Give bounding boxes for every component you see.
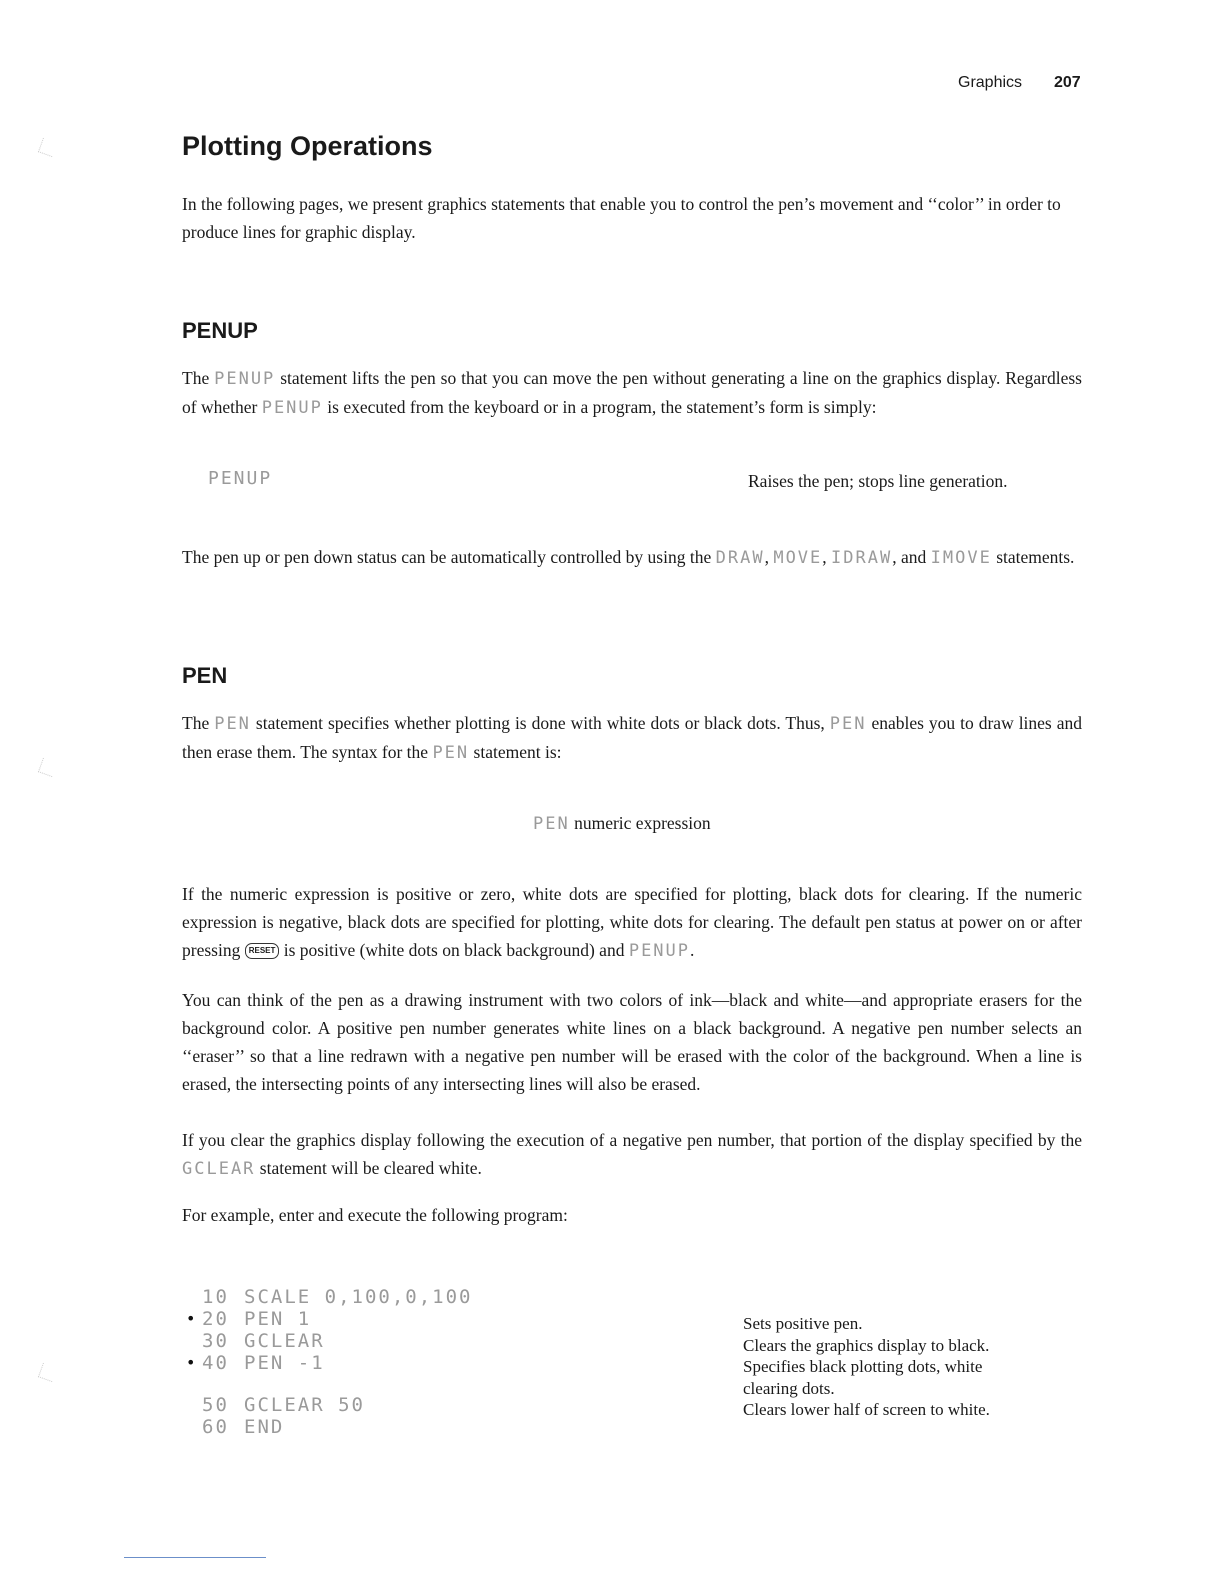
penup-heading: PENUP bbox=[182, 318, 258, 343]
program-line: 10 SCALE 0,100,0,100 bbox=[202, 1286, 473, 1308]
keyword-imove: IMOVE bbox=[930, 548, 992, 568]
bullet-icon: • bbox=[186, 1353, 198, 1372]
pen-syntax: PEN numeric expression bbox=[533, 813, 711, 834]
keyword-penup: PENUP bbox=[628, 941, 691, 961]
margin-mark bbox=[38, 758, 57, 777]
pen-heading: PEN bbox=[182, 663, 228, 688]
comment-line: clearing dots. bbox=[743, 1378, 835, 1398]
intro-paragraph: In the following pages, we present graphics statements that enable you to control the pen’s movement and ‘‘color’’ in order to produce lines for graphic display. bbox=[182, 194, 1061, 242]
program-line: 50 GCLEAR 50 bbox=[202, 1394, 365, 1416]
keyword-gclear: GCLEAR bbox=[182, 1159, 256, 1179]
keyword-pen: PEN bbox=[533, 814, 570, 834]
comment-line: Clears lower half of screen to white. bbox=[743, 1400, 990, 1419]
program-line: 60 END bbox=[202, 1416, 285, 1438]
bullet-icon: • bbox=[186, 1309, 198, 1328]
pen-paragraph-3: You can think of the pen as a drawing instrument with two colors of ink—black and white—and appropriate erasers for the background color. A positive pen number generates white lines on a black background. A negative pen number selects an ‘‘eraser’’ so that a line redrawn with a negative pen number will be erased with the color of the background. When a line is erased, the intersecting points of any intersecting lines will also be erased. bbox=[182, 990, 1082, 1094]
program-line: 30 GCLEAR bbox=[202, 1330, 325, 1352]
penup-paragraph-2: The pen up or pen down status can be automatically controlled by using the DRAW, MOVE, IDRAW, and IMOVE statements. bbox=[182, 547, 1075, 568]
program-comments bbox=[743, 1313, 1043, 1421]
penup-paragraph-1: The PENUP statement lifts the pen so that you can move the pen without generating a line on the graphics display. Regardless of whether PENUP is executed from the keyboard or in a program, the statement’s form is simply: bbox=[182, 368, 1082, 418]
page-title: Plotting Operations bbox=[182, 131, 433, 161]
program-line: • 40 PEN -1 bbox=[186, 1352, 325, 1374]
comment-line: Specifies black plotting dots, white bbox=[743, 1357, 983, 1376]
pen-paragraph-1: The PEN statement specifies whether plotting is done with white dots or black dots. Thus, PEN enables you to draw lines and then erase them. The syntax for the PEN statement is: bbox=[182, 713, 1082, 763]
program-listing bbox=[182, 1286, 472, 1438]
program-line: • 20 PEN 1 bbox=[186, 1308, 312, 1330]
keyword-draw: DRAW bbox=[715, 548, 765, 568]
keyword-move: MOVE bbox=[773, 548, 823, 568]
reset-key-icon: RESET bbox=[245, 943, 280, 959]
pen-paragraph-4: If you clear the graphics display following the execution of a negative pen number, that portion of the display specified by the GCLEAR statement will be cleared white. bbox=[182, 1130, 1082, 1179]
keyword-idraw: IDRAW bbox=[831, 548, 893, 568]
keyword-pen: PEN bbox=[432, 743, 470, 763]
page-number: 207 bbox=[1054, 74, 1081, 91]
pen-paragraph-5: For example, enter and execute the following program: bbox=[182, 1205, 568, 1225]
penup-syntax: PENUP bbox=[208, 468, 273, 489]
keyword-pen: PEN bbox=[214, 714, 251, 734]
keyword-pen: PEN bbox=[829, 714, 867, 734]
running-header-section: Graphics bbox=[958, 74, 1023, 91]
comment-line: Clears the graphics display to black. bbox=[743, 1335, 990, 1355]
comment-line: Sets positive pen. bbox=[743, 1314, 863, 1333]
penup-syntax-description: Raises the pen; stops line generation. bbox=[748, 471, 1008, 491]
margin-mark bbox=[38, 1363, 57, 1382]
bottom-rule bbox=[124, 1557, 266, 1558]
keyword-penup: PENUP bbox=[261, 398, 323, 418]
keyword-penup: PENUP bbox=[214, 369, 276, 389]
margin-mark bbox=[38, 138, 57, 157]
pen-paragraph-2: If the numeric expression is positive or zero, white dots are specified for plotting, black dots for clearing. If the numeric expression is negative, black dots are specified for plotting, white dots for clearing. The default pen status at power on or after pressing RESET is positive (white dots on black background) and PENUP. bbox=[182, 884, 1082, 961]
